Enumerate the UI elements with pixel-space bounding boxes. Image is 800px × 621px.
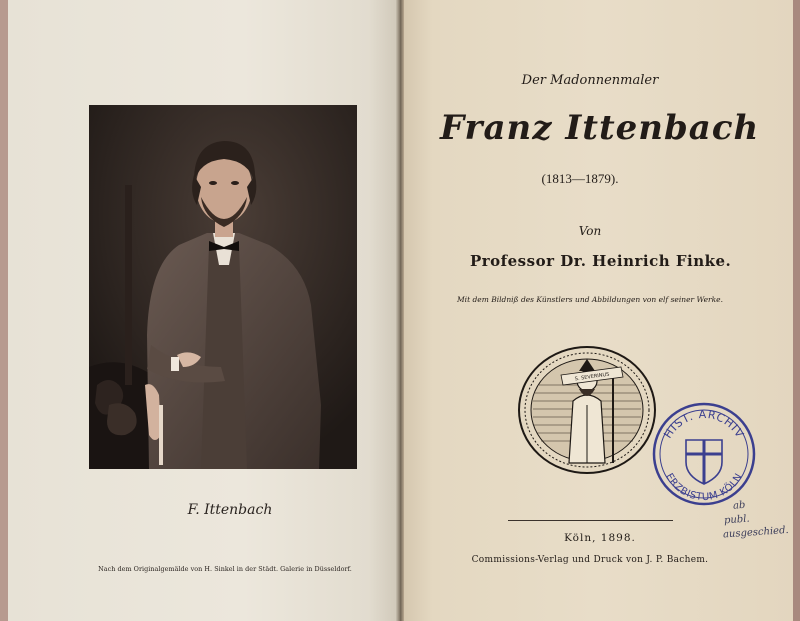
- seal-banner-text: S. SEVERINUS: [574, 371, 610, 383]
- archive-stamp: [648, 400, 760, 508]
- life-years: (1813—1879).: [541, 171, 619, 186]
- handwritten-note: [721, 496, 796, 543]
- stamp-top-text: HIST. ARCHIV: [661, 407, 747, 441]
- illustrations-note: Mit dem Bildniß des Künstlers und Abbildungen von elf seiner Werke.: [457, 295, 723, 304]
- imprint-publisher: Commissions-Verlag und Druck von J. P. Bachem.: [471, 555, 709, 565]
- imprint-place-year: Köln, 1898.: [564, 532, 636, 544]
- handwritten-line: publ.: [723, 513, 750, 527]
- photo-caption: Nach dem Originalgemälde von H. Sinkel in der Städt. Galerie in Düsseldorf.: [98, 565, 352, 573]
- author-name: Professor Dr. Heinrich Finke.: [470, 252, 732, 270]
- handwritten-line: ab: [732, 499, 746, 512]
- stamp-bottom-text: ERZBISTUM KÖLN: [663, 471, 745, 504]
- imprint-divider: [508, 520, 673, 521]
- book-title: Franz Ittenbach: [440, 108, 760, 148]
- handwritten-line: ausgeschied.: [722, 524, 789, 541]
- portrait-signature: F. Ittenbach: [187, 502, 273, 518]
- title-kicker: Der Madonnenmaler: [521, 73, 659, 88]
- by-label: Von: [578, 224, 602, 238]
- portrait-photograph: [89, 105, 357, 469]
- publisher-seal: [517, 345, 657, 475]
- book-gutter: [396, 0, 404, 621]
